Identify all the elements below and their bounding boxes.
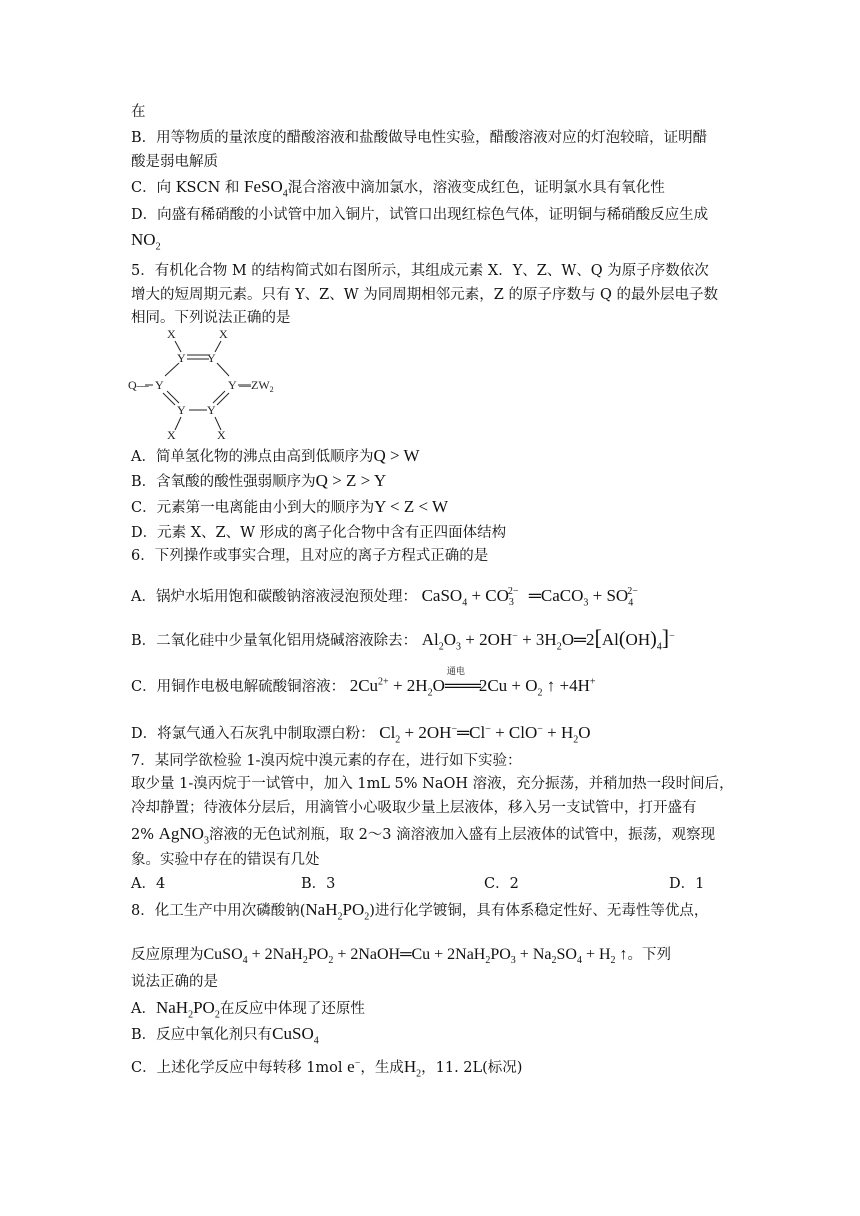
q4-option-b-line1: B．用等物质的量浓度的醋酸溶液和盐酸做导电性实验，醋酸溶液对应的灯泡较暗，证明醋 [131, 130, 708, 146]
q4-continuation: 在 [131, 104, 146, 120]
q5-option-b: B．含氧酸的酸性强弱顺序为Q > Z > Y [131, 471, 387, 490]
atom-x: X [219, 327, 228, 341]
q7-option-b: B．3 [301, 876, 336, 892]
atom-y: Y [155, 378, 164, 392]
atom-q: Q— [128, 378, 149, 392]
q4-option-c: C．向 KSCN 和 FeSO$_4$混合溶液中滴加氯水，溶液变成红色，证明氯水具有氧化性 [131, 177, 665, 200]
q5-option-a: A．简单氢化物的沸点由高到低顺序为Q > W [131, 446, 420, 465]
q8-stem-line2: 反应原理为CuSO$_4$ + $2NaH_2PO_2$ + 2NaOH═Cu + $2NaH_2PO_3 + Na_2SO_4 + H_2$ ↑。下列 [131, 946, 672, 967]
atom-y: Y [207, 351, 216, 365]
q8-stem-line1: 8．化工生产中用次磷酸钠$(NaH_2PO_2)$进行化学镀铜，具有体系稳定性好、无毒性等优点， [131, 900, 709, 923]
q5-option-d: D．元素 X、Z、W 形成的离子化合物中含有正四面体结构 [131, 525, 507, 541]
q8-stem-line3: 说法正确的是 [131, 974, 218, 990]
q8-option-b: B．反应中氧化剂只有CuSO$_4$ [131, 1024, 319, 1047]
q6-option-d: D．将氯气通入石灰乳中制取漂白粉： $Cl_2$ + 2OH−═Cl− + $ClO^- + H_2O$ [131, 723, 591, 746]
q5-stem-line1: 5．有机化合物 M 的结构简式如右图所示，其组成元素 X．Y、Z、W、Q 为原子序数依次 [131, 263, 709, 279]
group-zw2: $—ZW_2$ [239, 378, 274, 394]
q7-para-line3: 2% AgNO$_3$溶液的无色试剂瓶，取 2～3 滴溶液加入盛有上层液体的试管中，振荡，观察现 [131, 824, 716, 847]
q5-stem-line3: 相同。下列说法正确的是 [131, 310, 291, 326]
q6-option-b: B．二氧化硅中少量氧化铝用烧碱溶液除去： $Al_2O_3 + 2OH^-$ + $3H_2O═2[Al(OH)_4]^-$ [131, 625, 675, 653]
q5-option-c: C．元素第一电离能由小到大的顺序为Y < Z < W [131, 497, 449, 516]
q8-option-c: C．上述化学反应中每转移 1mol e−，生成$H_2$，11. 2L(标况) [131, 1057, 523, 1080]
atom-y: Y [207, 403, 216, 417]
atom-x: X [167, 327, 176, 341]
no2-formula: $NO_2$ [131, 230, 161, 253]
q6-stem: 6．下列操作或事实合理，且对应的离子方程式正确的是 [131, 548, 489, 564]
atom-y: Y [177, 403, 186, 417]
q7-stem: 7．某同学欲检验 1-溴丙烷中溴元素的存在，进行如下实验： [131, 753, 522, 769]
q8-option-a: A．$NaH_2PO_2$在反应中体现了还原性 [131, 998, 365, 1021]
atom-x: X [167, 428, 176, 442]
atom-y: Y [177, 351, 186, 365]
q6-option-a: A．锅炉水垢用饱和碳酸钠溶液浸泡预处理： CaSO$_4$ + $CO_3^{2-}$ ═CaCO$_3$ + $SO_4^{2-}$ [131, 586, 638, 609]
feso4-formula: FeSO$_4$ [243, 177, 288, 200]
structure-diagram-m [125, 326, 285, 444]
q7-para-line2: 冷却静置；待液体分层后，用滴管小心吸取少量上层液体，移入另一支试管中，打开盛有 [131, 800, 697, 816]
q4-option-d-line2 [131, 230, 161, 251]
q7-option-a: A．4 [131, 876, 166, 892]
q6-option-c: C．用铜作电极电解硫酸铜溶液： $2Cu^{2+} + 2H_2O$ 通电 ═══2Cu + $O_2$ ↑ +4H+ [131, 667, 596, 699]
q7-para-line1: 取少量 1-溴丙烷于一试管中，加入 1mL 5% NaOH 溶液，充分振荡，并稍加热一段时间后， [131, 776, 734, 792]
atom-y: Y [228, 378, 237, 392]
q4-option-d-line1: D．向盛有稀硝酸的小试管中加入铜片，试管口出现红棕色气体，证明铜与稀硝酸反应生成 [131, 207, 709, 223]
q4-option-b-line2: 酸是弱电解质 [131, 154, 218, 170]
q5-stem-line2: 增大的短周期元素。只有 Y、Z、W 为同周期相邻元素，Z 的原子序数与 Q 的最外层电子数 [131, 287, 719, 303]
atom-x: X [217, 428, 226, 442]
q7-option-c: C．2 [484, 876, 519, 892]
q7-para-line4: 象。实验中存在的错误有几处 [131, 852, 320, 868]
q7-option-d: D．1 [669, 876, 705, 892]
